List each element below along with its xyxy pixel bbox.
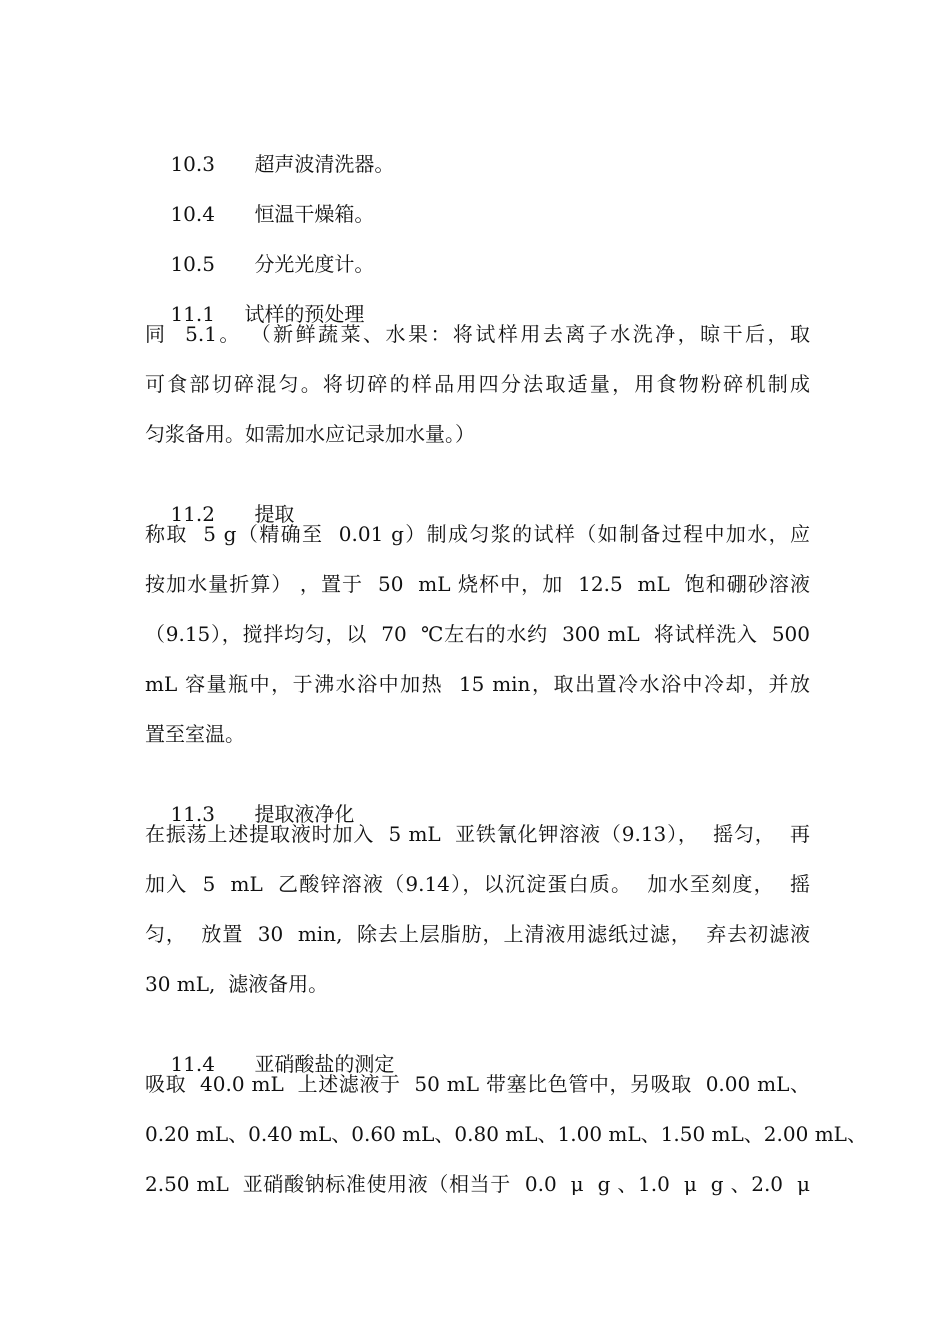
section-heading-11-2: [145, 469, 810, 526]
paragraph-line: 在振荡上述提取液时加入 5 mL 亚铁氰化钾溶液（9.13）， 摇匀， 再: [145, 822, 810, 846]
section-title: 恒温干燥箱。: [254, 202, 375, 226]
paragraph-line: 0.20 mL、0.40 mL、0.60 mL、0.80 mL、1.00 mL、1.50 mL、2.00 mL、: [145, 1122, 867, 1146]
section-heading-11-1: [145, 269, 810, 326]
section-number: 11.3: [170, 802, 215, 826]
paragraph-line: 加入 5 mL 乙酸锌溶液（9.14），以沉淀蛋白质。 加水至刻度， 摇: [145, 872, 810, 896]
paragraph-line: 置至室温。: [145, 722, 245, 746]
section-number: 10.3: [170, 152, 215, 176]
paragraph-line: （9.15），搅拌均匀，以 70 ℃左右的水约 300 mL 将试样洗入 500: [145, 622, 810, 646]
section-heading-10-3: [145, 119, 810, 176]
section-number: 11.2: [170, 502, 215, 526]
section-number: 11.1: [170, 302, 215, 326]
section-number: 11.4: [170, 1052, 215, 1076]
section-heading-10-4: [145, 169, 810, 226]
section-title: 亚硝酸盐的测定: [254, 1052, 395, 1076]
section-heading-10-5: [145, 219, 810, 276]
section-heading-11-4: [145, 1019, 810, 1076]
paragraph-line: mL 容量瓶中，于沸水浴中加热 15 min，取出置冷水浴中冷却，并放: [145, 672, 810, 696]
paragraph-line: 匀， 放置 30 min, 除去上层脂肪，上清液用滤纸过滤， 弃去初滤液: [145, 922, 810, 946]
paragraph-line: 按加水量折算） ，置于 50 mL 烧杯中，加 12.5 mL 饱和硼砂溶液: [145, 572, 810, 596]
section-title: 试样的预处理: [244, 302, 365, 326]
section-number: 10.4: [170, 202, 215, 226]
section-title: 提取液净化: [254, 802, 355, 826]
section-title: 提取: [254, 502, 295, 526]
paragraph-line: 可食部切碎混匀。将切碎的样品用四分法取适量，用食物粉碎机制成: [145, 372, 810, 396]
paragraph-line: 吸取 40.0 mL 上述滤液于 50 mL 带塞比色管中，另吸取 0.00 mL、: [145, 1072, 810, 1096]
section-title: 分光光度计。: [254, 252, 375, 276]
section-heading-11-3: [145, 769, 810, 826]
section-number: 10.5: [170, 252, 215, 276]
section-title: 超声波清洗器。: [254, 152, 395, 176]
paragraph-line: 30 mL, 滤液备用。: [145, 972, 329, 996]
paragraph-line: 2.50 mL 亚硝酸钠标准使用液（相当于 0.0 μ g 、1.0 μ g 、2.0 μ: [145, 1172, 810, 1196]
paragraph-line: 称取 5 g（精确至 0.01 g）制成匀浆的试样（如制备过程中加水，应: [145, 522, 810, 546]
paragraph-line: 匀浆备用。如需加水应记录加水量。）: [145, 422, 475, 446]
paragraph-line: 同 5.1。 （新鲜蔬菜、水果：将试样用去离子水洗净，晾干后，取: [145, 322, 810, 346]
